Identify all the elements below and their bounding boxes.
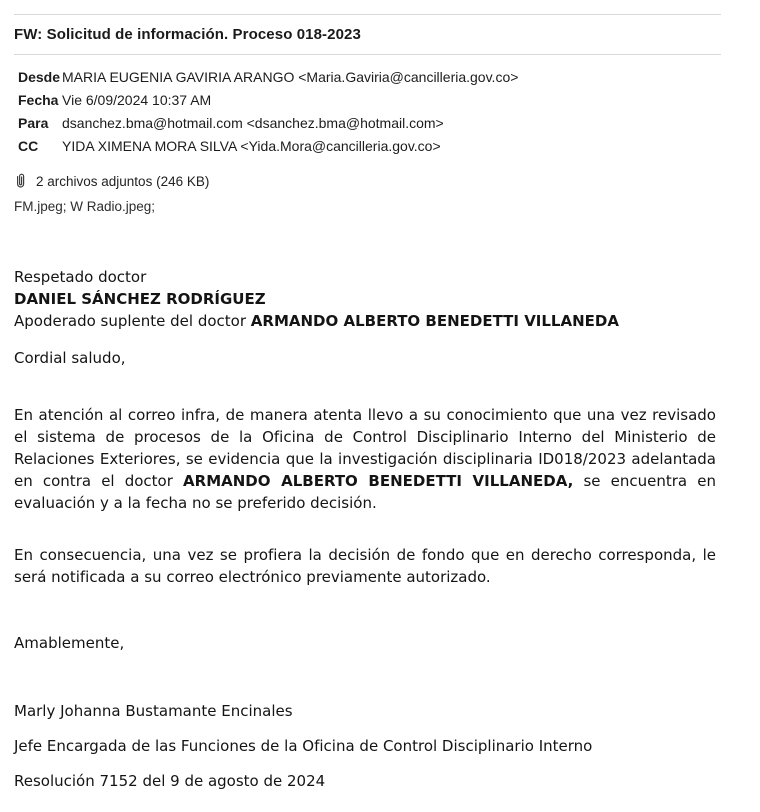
paragraph-1-text-end: se encuentra en evaluación y a la fecha no se preferido decisión.: [14, 472, 716, 512]
header-row-date: [18, 88, 760, 111]
attachment-file-names[interactable]: FM.jpeg; W Radio.jpeg;: [14, 199, 156, 214]
paragraph-1-text-start: En atención al correo infra, de manera atenta llevo a su conocimiento que una vez revisado el sistema de procesos de la Oficina de Control Disciplinario Interno del Ministerio de Relaciones Exteriores, se evidencia que la investigación disciplinaria ID018/2023 adelantada en contra el doctor: [14, 406, 716, 490]
signature-resolution: Resolución 7152 del 9 de agosto de 2024: [14, 772, 326, 790]
recipient-name: DANIEL SÁNCHEZ RODRÍGUEZ: [14, 290, 266, 308]
from-value: MARIA EUGENIA GAVIRIA ARANGO <Maria.Gaviria@cancilleria.gov.co>: [62, 68, 519, 85]
recipient-role-line: [14, 310, 716, 332]
greeting-line: Respetado doctor: [14, 268, 147, 286]
attachment-count-text: 2 archivos adjuntos (246 KB): [36, 173, 210, 189]
paragraph-2: En consecuencia, una vez se profiera la decisión de fondo que en derecho corresponda, le será notificada a su correo electrónico previamente autorizado.: [14, 546, 716, 586]
top-divider: [14, 14, 721, 15]
paragraph-1: [14, 404, 716, 514]
attachment-summary[interactable]: [14, 172, 760, 190]
paragraph-1-bold-name: ARMANDO ALBERTO BENEDETTI VILLANEDA,: [183, 472, 574, 490]
cc-label: CC: [18, 137, 39, 154]
to-value: dsanchez.bma@hotmail.com <dsanchez.bma@hotmail.com>: [62, 114, 444, 131]
recipient-role-prefix: Apoderado suplente del doctor: [14, 312, 251, 330]
closing-line: Amablemente,: [14, 634, 125, 652]
header-row-to: [18, 111, 760, 134]
date-label: Fecha: [18, 91, 59, 108]
email-header-fields: [18, 65, 760, 157]
greeting-block: [14, 266, 716, 332]
signature-name: Marly Johanna Bustamante Encinales: [14, 702, 293, 720]
salutation: Cordial saludo,: [14, 349, 126, 367]
email-body: [14, 266, 716, 792]
header-row-cc: [18, 134, 760, 157]
attachments-section: [0, 172, 760, 214]
date-value: Vie 6/09/2024 10:37 AM: [62, 91, 212, 108]
to-label: Para: [18, 114, 49, 131]
cc-value: YIDA XIMENA MORA SILVA <Yida.Mora@cancilleria.gov.co>: [62, 137, 441, 154]
signature-title: Jefe Encargada de las Funciones de la Oficina de Control Disciplinario Interno: [14, 737, 593, 755]
paperclip-icon: [14, 172, 27, 190]
email-subject: FW: Solicitud de información. Proceso 018-2023: [14, 26, 361, 43]
header-row-from: [18, 65, 760, 88]
recipient-role-bold: ARMANDO ALBERTO BENEDETTI VILLANEDA: [250, 312, 619, 330]
subject-divider: [14, 54, 721, 55]
from-label: Desde: [18, 68, 61, 85]
